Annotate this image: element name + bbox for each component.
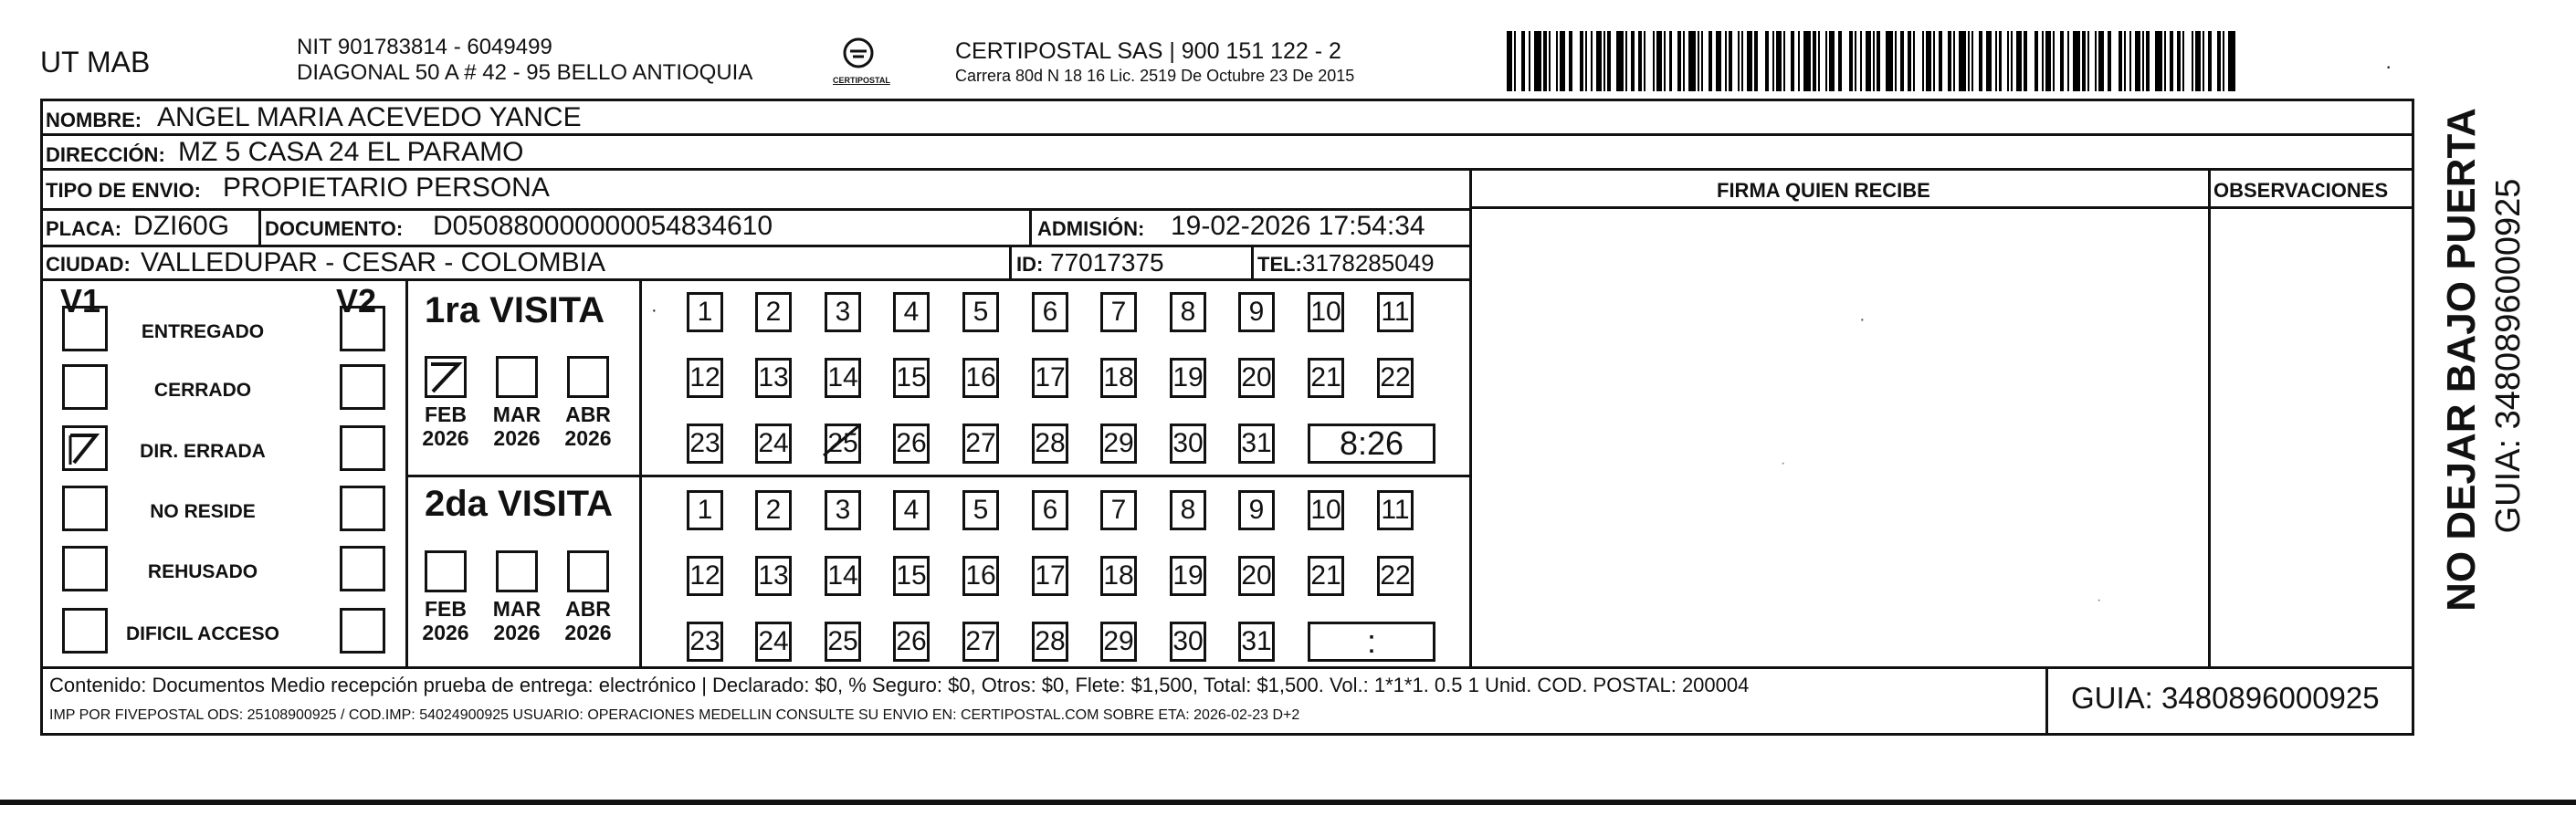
visit2-day-cell[interactable]: 8 xyxy=(1170,490,1206,530)
observations-header: OBSERVACIONES xyxy=(2213,179,2389,202)
barcode-bar xyxy=(1849,31,1853,91)
visit2-day-cell[interactable]: 14 xyxy=(825,556,861,596)
barcode-bar xyxy=(1895,31,1897,91)
divider xyxy=(405,475,1470,477)
barcode-bar xyxy=(1873,31,1875,91)
visit2-day-cell[interactable]: 13 xyxy=(755,556,792,596)
status-label: REHUSADO xyxy=(147,561,258,582)
visit2-month-checkbox[interactable] xyxy=(425,550,467,592)
carrier-name: CERTIPOSTAL SAS | 900 151 122 - 2 xyxy=(955,38,1341,64)
barcode-bar xyxy=(2182,31,2184,91)
visit2-day-cell[interactable]: 20 xyxy=(1238,556,1275,596)
divider xyxy=(40,666,2414,669)
barcode-bar xyxy=(1866,31,1871,91)
visit2-month-year: 2026 xyxy=(493,621,541,644)
id-value: 77017375 xyxy=(1050,248,1164,277)
status-label: CERRADO xyxy=(153,380,252,401)
status-label: ENTREGADO xyxy=(141,321,265,342)
barcode-bar xyxy=(1939,31,1942,91)
barcode-bar xyxy=(2011,31,2013,91)
barcode-bar xyxy=(1603,31,1605,91)
visit1-day-cell[interactable]: 10 xyxy=(1308,292,1344,332)
visit2-month-label: FEB xyxy=(425,597,467,621)
signature-dot: · xyxy=(1781,455,1786,471)
barcode-bar xyxy=(1813,31,1816,91)
visit1-title: 1ra VISITA xyxy=(425,290,605,330)
barcode-bar xyxy=(1716,31,1721,91)
visit1-day-cell[interactable]: 2 xyxy=(755,292,792,332)
visit2-month-checkbox[interactable] xyxy=(496,550,538,592)
barcode-bar xyxy=(1765,31,1769,91)
barcode-bar xyxy=(2053,31,2055,91)
barcode-bar xyxy=(1644,31,1645,91)
divider xyxy=(258,208,261,245)
divider xyxy=(2208,168,2211,666)
visit2-day-cell[interactable]: 4 xyxy=(893,490,930,530)
shipping-type: PROPIETARIO PERSONA xyxy=(223,173,550,203)
barcode-bar xyxy=(1803,31,1811,91)
barcode-bar xyxy=(2124,31,2126,91)
v2-checkbox[interactable] xyxy=(340,608,385,654)
divider xyxy=(1029,208,1032,245)
barcode-bar xyxy=(1638,31,1642,91)
visit2-day-cell[interactable]: 28 xyxy=(1032,622,1068,662)
visit1-day-cell[interactable]: 26 xyxy=(893,424,930,464)
logo-caption: CERTIPOSTAL xyxy=(833,76,890,85)
visit1-day-cell[interactable]: 1 xyxy=(687,292,723,332)
barcode-bar xyxy=(1908,31,1911,91)
barcode-bar xyxy=(1860,31,1862,91)
visit2-day-cell[interactable]: 5 xyxy=(962,490,999,530)
admission-value: 19-02-2026 17:54:34 xyxy=(1171,211,1425,241)
visit2-day-cell[interactable]: 30 xyxy=(1170,622,1206,662)
v2-checkbox[interactable] xyxy=(340,486,385,531)
visit1-dot: · xyxy=(651,300,657,320)
barcode-bar xyxy=(2146,31,2150,91)
barcode-bar xyxy=(1560,31,1565,91)
plate-value: DZI60G xyxy=(133,211,230,241)
page-bottom-border xyxy=(0,800,2576,805)
barcode-bar xyxy=(1776,31,1782,91)
barcode-bar xyxy=(2129,31,2131,91)
barcode-bar xyxy=(1968,31,1970,91)
barcode-bar xyxy=(2170,31,2173,91)
document-label: DOCUMENTO: xyxy=(265,217,404,240)
barcode-bar xyxy=(1569,31,1572,91)
barcode-bar xyxy=(1616,31,1624,91)
divider xyxy=(405,278,408,666)
status-label: DIR. ERRADA xyxy=(140,441,266,462)
visit1-day-cell[interactable]: 13 xyxy=(755,358,792,398)
side-warning: NO DEJAR BAJO PUERTA xyxy=(2439,108,2484,612)
company-address: DIAGONAL 50 A # 42 - 95 BELLO ANTIOQUIA xyxy=(297,60,753,85)
shipping-type-label: TIPO DE ENVIO: xyxy=(46,179,201,202)
visit1-month-checkbox[interactable] xyxy=(425,356,467,398)
carrier-license: Carrera 80d N 18 16 Lic. 2519 De Octubre 23 De 2015 xyxy=(955,67,1355,85)
visit2-day-cell[interactable]: 17 xyxy=(1032,556,1068,596)
visit1-month-label: ABR xyxy=(565,403,611,426)
barcode-bar xyxy=(1959,31,1966,91)
address-label: DIRECCIÓN: xyxy=(46,143,165,166)
name-label: NOMBRE: xyxy=(46,109,142,131)
barcode-bar xyxy=(1926,31,1931,91)
barcode-bar xyxy=(1877,31,1880,91)
visit2-day-cell[interactable]: 21 xyxy=(1308,556,1344,596)
signature-header: FIRMA QUIEN RECIBE xyxy=(1717,179,1930,202)
barcode-bar xyxy=(1886,31,1893,91)
barcode-bar xyxy=(2060,31,2064,91)
side-text-block xyxy=(2418,108,2528,639)
divider xyxy=(40,133,2414,136)
city-label: CIUDAD: xyxy=(46,253,131,276)
visit2-day-cell[interactable]: 6 xyxy=(1032,490,1068,530)
barcode-bar xyxy=(2192,31,2193,91)
divider xyxy=(2045,666,2048,736)
barcode-bar xyxy=(1979,31,1982,91)
barcode-bar xyxy=(1688,31,1696,91)
barcode-bar xyxy=(1725,31,1727,91)
tel-label: TEL: xyxy=(1257,253,1302,276)
visit2-title: 2da VISITA xyxy=(425,484,613,524)
barcode-bar xyxy=(2016,31,2022,91)
barcode-bar xyxy=(1922,31,1924,91)
divider xyxy=(1470,206,2414,209)
barcode-bar xyxy=(2045,31,2051,91)
barcode-bar xyxy=(2228,31,2235,91)
footer-imp: IMP POR FIVEPOSTAL ODS: 25108900925 / COD.IMP: 54024900925 USUARIO: OPERACIONES MEDELLIN CONSULTE SU ENVIO EN: CERTIPOSTAL.COM SOBRE ETA: 2026-02-23 D+2 xyxy=(49,707,1300,723)
visit2-time-field[interactable]: : xyxy=(1308,622,1435,662)
visit1-day-cell[interactable]: 29 xyxy=(1100,424,1137,464)
barcode xyxy=(1507,31,2237,91)
barcode-bar xyxy=(1534,31,1541,91)
barcode-bar xyxy=(1838,31,1842,91)
barcode-bar xyxy=(1791,31,1794,91)
barcode-bar xyxy=(1514,31,1516,91)
visit2-day-cell[interactable]: 11 xyxy=(1377,490,1414,530)
visit1-day-cell[interactable]: 16 xyxy=(962,358,999,398)
barcode-bar xyxy=(1507,31,1512,91)
barcode-bar xyxy=(1999,31,2003,91)
barcode-bar xyxy=(1556,31,1558,91)
recipient-address: MZ 5 CASA 24 EL PARAMO xyxy=(178,137,524,167)
barcode-bar xyxy=(2142,31,2144,91)
recipient-name: ANGEL MARIA ACEVEDO YANCE xyxy=(157,102,582,132)
visit2-day-cell[interactable]: 22 xyxy=(1377,556,1414,596)
barcode-bar xyxy=(2035,31,2038,91)
visit1-day-cell[interactable]: 24 xyxy=(755,424,792,464)
status-label: NO RESIDE xyxy=(150,501,256,522)
id-label: ID: xyxy=(1016,253,1044,276)
barcode-bar xyxy=(1953,31,1955,91)
barcode-bar xyxy=(2024,31,2027,91)
barcode-bar xyxy=(1933,31,1935,91)
certipostal-logo xyxy=(836,33,881,78)
barcode-bar xyxy=(1664,31,1666,91)
barcode-bar xyxy=(1543,31,1547,91)
visit1-month-checkbox[interactable] xyxy=(567,356,609,398)
visit2-day-cell[interactable]: 25 xyxy=(825,622,861,662)
visit2-day-cell[interactable]: 29 xyxy=(1100,622,1137,662)
visit1-day-cell[interactable]: 14 xyxy=(825,358,861,398)
footer-guide: GUIA: 3480896000925 xyxy=(2071,681,2380,715)
company-nit: NIT 901783814 - 6049499 xyxy=(297,35,552,59)
barcode-bar xyxy=(2042,31,2044,91)
visit1-month-label: FEB xyxy=(425,403,467,426)
city-value: VALLEDUPAR - CESAR - COLOMBIA xyxy=(141,247,606,277)
signature-dot: · xyxy=(2097,592,2102,608)
visit2-day-cell[interactable]: 26 xyxy=(893,622,930,662)
barcode-bar xyxy=(1747,31,1752,91)
visit1-month-year: 2026 xyxy=(422,426,469,450)
barcode-bar xyxy=(1829,31,1835,91)
visit2-day-cell[interactable]: 3 xyxy=(825,490,861,530)
visit1-time-field[interactable]: 8:26 xyxy=(1308,424,1435,464)
barcode-bar xyxy=(2223,31,2224,91)
visit1-day-cell[interactable]: 5 xyxy=(962,292,999,332)
visit1-month-year: 2026 xyxy=(564,426,612,450)
visit1-day-cell[interactable]: 8 xyxy=(1170,292,1206,332)
barcode-bar xyxy=(1591,31,1593,91)
visit1-day-cell[interactable]: 12 xyxy=(687,358,723,398)
barcode-bar xyxy=(1625,31,1627,91)
barcode-bar xyxy=(2073,31,2080,91)
visit2-day-cell[interactable]: 18 xyxy=(1100,556,1137,596)
visit1-day-cell[interactable]: 4 xyxy=(893,292,930,332)
barcode-bar xyxy=(2108,31,2111,91)
admission-label: ADMISIÓN: xyxy=(1037,217,1145,240)
v2-checkbox[interactable] xyxy=(340,546,385,591)
barcode-bar xyxy=(2098,31,2104,91)
barcode-bar xyxy=(1683,31,1685,91)
footer-content: Contenido: Documentos Medio recepción prueba de entrega: electrónico | Declarado: $0, % Seguro: $0, Otros: $0, Flete: $1,500, Total: $1,500. Vol.: 1*1*1. 0.5 1 Unid. COD. POSTAL: 200004 xyxy=(49,674,1750,696)
barcode-bar xyxy=(1529,31,1530,91)
visit1-day-cell[interactable]: 30 xyxy=(1170,424,1206,464)
tel-value: 3178285049 xyxy=(1302,249,1435,277)
barcode-bar xyxy=(2155,31,2162,91)
barcode-bar xyxy=(2135,31,2140,91)
visit2-day-cell[interactable]: 10 xyxy=(1308,490,1344,530)
side-guide: GUIA: 3480896000925 xyxy=(2489,178,2528,534)
barcode-bar xyxy=(2164,31,2166,91)
visit1-day-cell[interactable]: 22 xyxy=(1377,358,1414,398)
visit1-day-cell[interactable]: 19 xyxy=(1170,358,1206,398)
divider xyxy=(1469,168,1472,666)
visit1-day-cell[interactable]: 27 xyxy=(962,424,999,464)
barcode-bar xyxy=(1580,31,1583,91)
divider xyxy=(40,168,2414,171)
status-label: DIFICIL ACCESO xyxy=(125,623,279,644)
barcode-bar xyxy=(1698,31,1699,91)
barcode-bar xyxy=(1729,31,1732,91)
barcode-bar xyxy=(2067,31,2069,91)
v2-label: V2 xyxy=(336,282,377,319)
barcode-bar xyxy=(1818,31,1820,91)
visit2-day-cell[interactable]: 27 xyxy=(962,622,999,662)
barcode-bar xyxy=(1754,31,1758,91)
barcode-bar xyxy=(1596,31,1602,91)
visit1-day-cell[interactable]: 21 xyxy=(1308,358,1344,398)
barcode-bar xyxy=(1995,31,1997,91)
barcode-bar xyxy=(1709,31,1712,91)
visit2-day-cell[interactable]: 7 xyxy=(1100,490,1137,530)
visit1-day-cell[interactable]: 23 xyxy=(687,424,723,464)
barcode-bar xyxy=(1948,31,1951,91)
visit1-day-cell[interactable]: 3 xyxy=(825,292,861,332)
visit1-day-cell[interactable]: 18 xyxy=(1100,358,1137,398)
barcode-bar xyxy=(1585,31,1587,91)
document-value: D050880000000054834610 xyxy=(433,211,773,241)
barcode-bar xyxy=(2082,31,2086,91)
barcode-bar xyxy=(1669,31,1673,91)
visit2-day-cell[interactable]: 9 xyxy=(1238,490,1275,530)
visit1-day-cell[interactable]: 6 xyxy=(1032,292,1068,332)
barcode-bar xyxy=(1653,31,1655,91)
barcode-bar xyxy=(2095,31,2097,91)
company-name: UT MAB xyxy=(40,46,151,78)
visit2-day-cell[interactable]: 23 xyxy=(687,622,723,662)
v2-checkbox[interactable] xyxy=(340,364,385,410)
visit2-month-year: 2026 xyxy=(564,621,612,644)
signature-dot: · xyxy=(1859,309,1866,330)
barcode-bar xyxy=(1913,31,1915,91)
visit1-day-cell[interactable]: 25 xyxy=(825,424,861,464)
barcode-bar xyxy=(1798,31,1800,91)
visit1-day-cell[interactable]: 20 xyxy=(1238,358,1275,398)
visit1-month-label: MAR xyxy=(492,403,541,426)
visit1-day-cell[interactable]: 15 xyxy=(893,358,930,398)
barcode-bar xyxy=(1656,31,1662,91)
barcode-bar xyxy=(1677,31,1681,91)
barcode-bar xyxy=(2119,31,2122,91)
visit2-day-cell[interactable]: 12 xyxy=(687,556,723,596)
v2-checkbox[interactable] xyxy=(340,425,385,471)
visit2-day-cell[interactable]: 19 xyxy=(1170,556,1206,596)
visit2-day-cell[interactable]: 15 xyxy=(893,556,930,596)
visit2-month-year: 2026 xyxy=(422,621,469,644)
visit1-day-cell[interactable]: 11 xyxy=(1377,292,1414,332)
barcode-bar xyxy=(1772,31,1774,91)
visit1-day-cell[interactable]: 17 xyxy=(1032,358,1068,398)
corner-mark: · xyxy=(2385,55,2392,78)
visit2-day-cell[interactable]: 1 xyxy=(687,490,723,530)
barcode-bar xyxy=(1855,31,1856,91)
visit2-month-checkbox[interactable] xyxy=(567,550,609,592)
visit2-month-label: ABR xyxy=(565,597,611,621)
barcode-bar xyxy=(1741,31,1743,91)
barcode-bar xyxy=(1631,31,1635,91)
visit1-day-cell[interactable]: 9 xyxy=(1238,292,1275,332)
barcode-bar xyxy=(1900,31,1904,91)
barcode-bar xyxy=(2087,31,2089,91)
divider xyxy=(639,278,642,666)
divider xyxy=(40,278,1471,281)
barcode-bar xyxy=(1738,31,1740,91)
barcode-bar xyxy=(2007,31,2009,91)
visit2-month-label: MAR xyxy=(492,597,541,621)
barcode-bar xyxy=(1607,31,1611,91)
visit1-month-checkbox[interactable] xyxy=(496,356,538,398)
visit2-day-cell[interactable]: 16 xyxy=(962,556,999,596)
v1-label: V1 xyxy=(60,282,101,319)
barcode-bar xyxy=(2177,31,2181,91)
plate-label: PLACA: xyxy=(46,217,122,240)
barcode-bar xyxy=(1783,31,1785,91)
barcode-bar xyxy=(2203,31,2204,91)
visit2-day-cell[interactable]: 31 xyxy=(1238,622,1275,662)
v2-checkbox[interactable] xyxy=(340,306,385,351)
divider xyxy=(1251,245,1254,278)
barcode-bar xyxy=(2217,31,2221,91)
visit1-day-cell[interactable]: 28 xyxy=(1032,424,1068,464)
barcode-bar xyxy=(1521,31,1525,91)
visit1-month-year: 2026 xyxy=(493,426,541,450)
barcode-bar xyxy=(1701,31,1703,91)
barcode-bar xyxy=(1549,31,1551,91)
divider xyxy=(1009,245,1012,278)
barcode-bar xyxy=(2208,31,2212,91)
visit2-day-cell[interactable]: 2 xyxy=(755,490,792,530)
barcode-bar xyxy=(1971,31,1973,91)
visit1-day-cell[interactable]: 7 xyxy=(1100,292,1137,332)
barcode-bar xyxy=(1986,31,1992,91)
visit2-day-cell[interactable]: 24 xyxy=(755,622,792,662)
barcode-bar xyxy=(1825,31,1827,91)
visit1-day-cell[interactable]: 31 xyxy=(1238,424,1275,464)
barcode-bar xyxy=(2195,31,2201,91)
